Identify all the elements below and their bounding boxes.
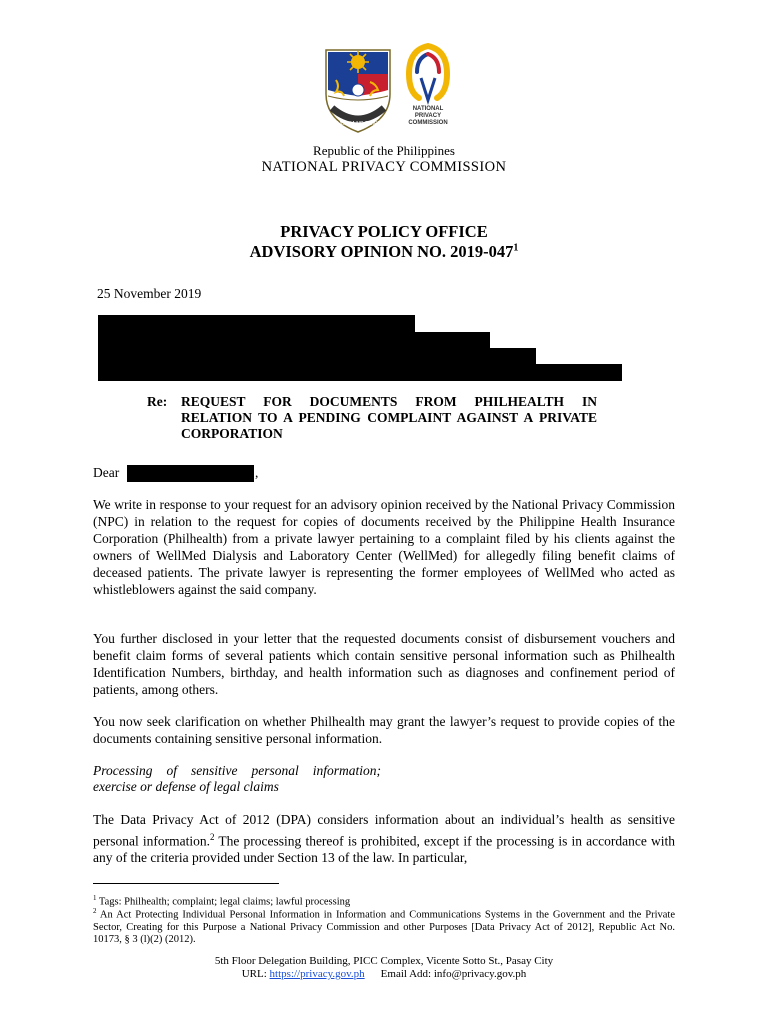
redacted-addressee-line-1 — [98, 315, 415, 332]
commission-heading: NATIONAL PRIVACY COMMISSION — [261, 159, 507, 175]
re-label: Re: — [147, 394, 168, 409]
advisory-opinion-number: ADVISORY OPINION NO. 2019-047 — [249, 242, 514, 261]
footer-url-label: URL: — [241, 968, 270, 980]
footnote-2 — [93, 905, 675, 946]
footnote-ref-1: 1 — [513, 242, 519, 254]
body-paragraph-4 — [93, 812, 675, 867]
paragraph-4-text-a: The Data Privacy Act of 2012 (DPA) considers information about an individual’s health as sensitive personal information. — [93, 812, 675, 849]
section-subheading — [93, 763, 381, 795]
footer-email: info@privacy.gov.ph — [433, 968, 527, 980]
footer-address: 5th Floor Delegation Building, PICC Complex, Vicente Sotto St., Pasay City — [214, 955, 554, 967]
footer-email-label: Email Add: — [380, 968, 434, 980]
footer-contact — [0, 968, 768, 980]
body-paragraph-2: You further disclosed in your letter that the requested documents consist of disbursement vouchers and benefit claim forms of several patients which contain sensitive personal information such as Philhealth Identification Numbers, birthday, and health information such as diagnoses and confinement period of patients, among others. — [93, 631, 675, 697]
footnote-1-number: 1 — [93, 894, 97, 902]
footnote-2-text: An Act Protecting Individual Personal Information in Information and Communications Systems in the Government and the Private Sector, Creating for this Purpose a National Privacy Commission and other Purposes [Data Privacy Act of 2012], Republic Act No. 10173, § 3 (l)(2) (2012). — [93, 909, 675, 945]
philippine-seal-icon — [318, 46, 398, 136]
subheading-line-1: Processing of sensitive personal information; — [93, 763, 381, 778]
re-subject: REQUEST FOR DOCUMENTS FROM PHILHEALTH IN RELATION TO A PENDING COMPLAINT AGAINST A PRIVATE CORPORATION — [181, 394, 597, 441]
npc-logo-wordmark: NATIONAL PRIVACY COMMISSION — [408, 106, 448, 126]
footnote-divider — [93, 883, 279, 884]
redacted-salutation-name — [127, 465, 254, 482]
paragraph-4-text-b: The processing thereof is prohibited, except if the processing is in accordance with any of the criteria provided under Section 13 of the law. In particular, — [93, 833, 675, 866]
republic-heading: Republic of the Philippines — [313, 143, 455, 158]
footnote-2-number: 2 — [93, 907, 97, 915]
body-paragraph-3: You now seek clarification on whether Philhealth may grant the lawyer’s request to provide copies of the documents containing sensitive personal information. — [93, 714, 675, 746]
svg-text:REPUBLIKA NG PILIPINAS: REPUBLIKA NG PILIPINAS — [327, 121, 389, 127]
redacted-addressee-line-3 — [98, 348, 536, 364]
website-link[interactable]: https://privacy.gov.ph — [269, 968, 365, 980]
letter-date: 25 November 2019 — [97, 286, 202, 301]
redacted-addressee-line-4 — [98, 364, 622, 381]
subheading-line-2: exercise or defense of legal claims — [93, 779, 279, 794]
redacted-addressee-line-2 — [98, 332, 490, 348]
office-title: PRIVACY POLICY OFFICE — [280, 222, 488, 241]
salutation-comma: , — [255, 465, 259, 480]
footnote-1-text: Tags: Philhealth; complaint; legal claims; lawful processing — [96, 896, 351, 908]
advisory-opinion-title — [0, 242, 768, 262]
salutation: Dear — [93, 465, 120, 480]
body-paragraph-1: We write in response to your request for an advisory opinion received by the National Privacy Commission (NPC) in relation to the request for copies of documents received by the Philippine Health Insurance Corporation (Philhealth) from a private lawyer pertaining to a complaint filed by his clients against the owners of WellMed Dialysis and Laboratory Center (WellMed) for allegedly filing benefit claims of deceased patients. The private lawyer is representing the former employees of WellMed who acted as whistleblowers against the said company. — [93, 497, 675, 597]
footnote-ref-2: 2 — [210, 831, 215, 842]
